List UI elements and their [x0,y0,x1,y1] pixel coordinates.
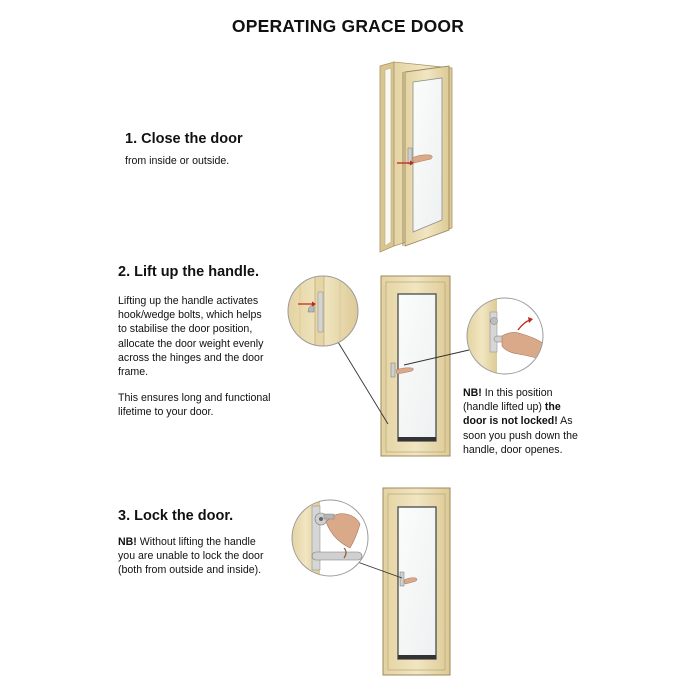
step-2-heading: 2. Lift up the handle. [118,264,259,280]
door-1-illustration [380,62,452,252]
step-2-note: NB! In this position (handle lifted up) the door is not locked! As soon you push down the handle, door openes. [463,387,578,456]
hook-bolt-detail-circle [288,276,358,346]
lifted-handle-detail-circle [467,298,544,374]
step-1-text: from inside or outside. [125,155,230,167]
step-1-heading: 1. Close the door [125,131,243,147]
step-3-heading: 3. Lock the door. [118,508,234,524]
key-lock-detail-circle [292,500,368,576]
step-3-text: NB! Without lifting the handle you are unable to lock the door (both from outside and inside). [118,536,264,577]
step-2-text: Lifting up the handle activates hook/wedge bolts, which helps to stabilise the door position, allocate the door weight evenly across the hinges and the door frame. This ensures long and functional lifetime to your door. [118,295,271,419]
door-2-illustration [381,276,450,456]
door-3-illustration [383,488,450,675]
page-title: OPERATING GRACE DOOR [231,16,465,36]
